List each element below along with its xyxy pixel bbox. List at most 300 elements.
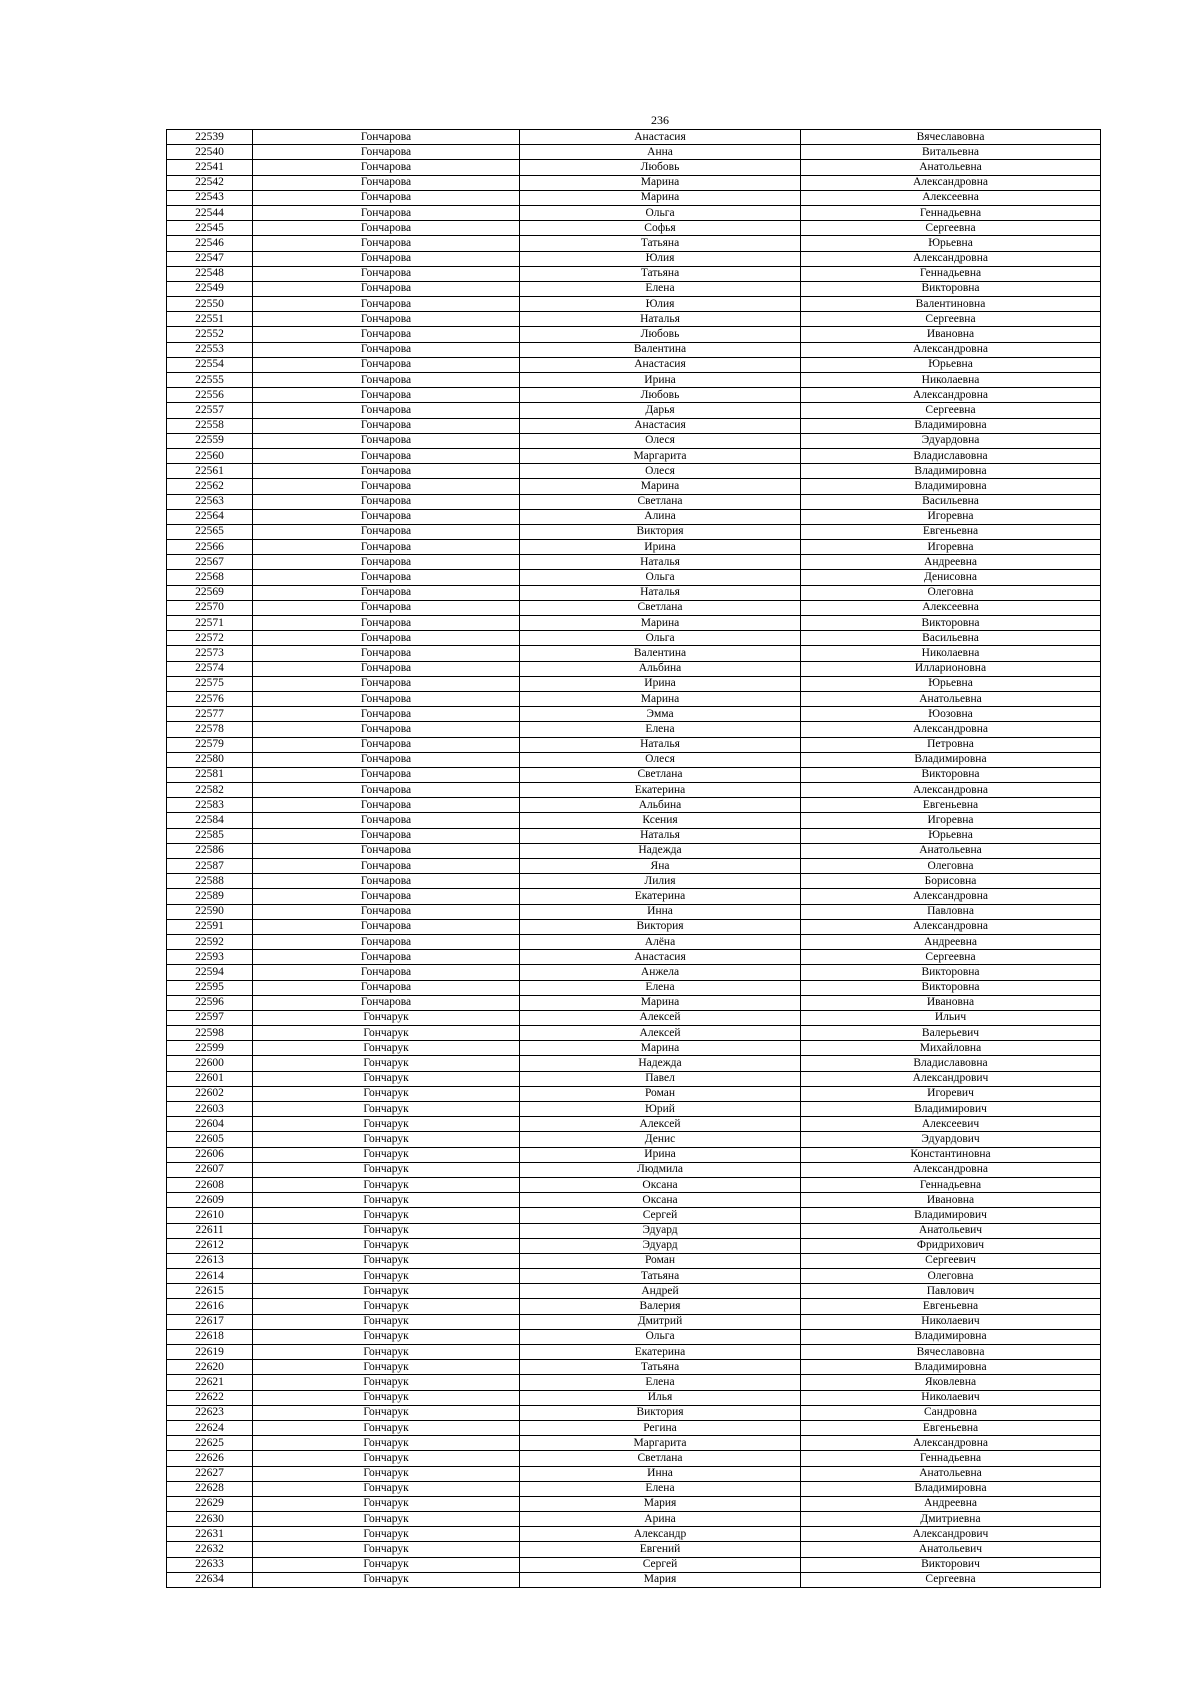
last-name-cell: Гончарова — [253, 281, 520, 296]
last-name-cell: Гончарук — [253, 1269, 520, 1284]
record-number-cell: 22561 — [167, 464, 253, 479]
patronymic-cell: Олеговна — [801, 585, 1101, 600]
record-number-cell: 22604 — [167, 1117, 253, 1132]
last-name-cell: Гончарова — [253, 889, 520, 904]
first-name-cell: Виктория — [520, 524, 801, 539]
last-name-cell: Гончарук — [253, 1041, 520, 1056]
last-name-cell: Гончарова — [253, 130, 520, 145]
last-name-cell: Гончарова — [253, 175, 520, 190]
patronymic-cell: Витальевна — [801, 145, 1101, 160]
record-number-cell: 22606 — [167, 1147, 253, 1162]
last-name-cell: Гончарук — [253, 1512, 520, 1527]
first-name-cell: Анастасия — [520, 130, 801, 145]
patronymic-cell: Евгеньевна — [801, 1299, 1101, 1314]
roster-table — [166, 129, 1101, 1588]
first-name-cell: Лилия — [520, 874, 801, 889]
patronymic-cell: Эдуардовна — [801, 433, 1101, 448]
patronymic-cell: Геннадьевна — [801, 266, 1101, 281]
patronymic-cell: Викторович — [801, 1557, 1101, 1572]
first-name-cell: Валерия — [520, 1299, 801, 1314]
record-number-cell: 22626 — [167, 1451, 253, 1466]
patronymic-cell: Яковлевна — [801, 1375, 1101, 1390]
patronymic-cell: Юрьевна — [801, 236, 1101, 251]
patronymic-cell: Викторовна — [801, 965, 1101, 980]
patronymic-cell: Павловна — [801, 904, 1101, 919]
patronymic-cell: Фридрихович — [801, 1238, 1101, 1253]
patronymic-cell: Сергеевна — [801, 950, 1101, 965]
last-name-cell: Гончарова — [253, 494, 520, 509]
table-row — [167, 160, 1101, 175]
record-number-cell: 22594 — [167, 965, 253, 980]
patronymic-cell: Олеговна — [801, 1269, 1101, 1284]
record-number-cell: 22563 — [167, 494, 253, 509]
last-name-cell: Гончарова — [253, 783, 520, 798]
first-name-cell: Алексей — [520, 1010, 801, 1025]
table-row — [167, 1329, 1101, 1344]
patronymic-cell: Викторовна — [801, 767, 1101, 782]
table-row — [167, 676, 1101, 691]
last-name-cell: Гончарук — [253, 1451, 520, 1466]
last-name-cell: Гончарова — [253, 448, 520, 463]
table-row — [167, 631, 1101, 646]
last-name-cell: Гончарова — [253, 646, 520, 661]
patronymic-cell: Ивановна — [801, 1193, 1101, 1208]
record-number-cell: 22592 — [167, 934, 253, 949]
last-name-cell: Гончарова — [253, 691, 520, 706]
patronymic-cell: Игоревна — [801, 813, 1101, 828]
table-row — [167, 373, 1101, 388]
first-name-cell: Наталья — [520, 828, 801, 843]
first-name-cell: Надежда — [520, 843, 801, 858]
record-number-cell: 22629 — [167, 1496, 253, 1511]
table-row — [167, 1557, 1101, 1572]
first-name-cell: Инна — [520, 904, 801, 919]
patronymic-cell: Анатольевна — [801, 691, 1101, 706]
record-number-cell: 22586 — [167, 843, 253, 858]
patronymic-cell: Валерьевич — [801, 1026, 1101, 1041]
patronymic-cell: Денисовна — [801, 570, 1101, 585]
patronymic-cell: Эдуардович — [801, 1132, 1101, 1147]
last-name-cell: Гончарова — [253, 752, 520, 767]
first-name-cell: Денис — [520, 1132, 801, 1147]
last-name-cell: Гончарова — [253, 297, 520, 312]
record-number-cell: 22558 — [167, 418, 253, 433]
table-row — [167, 433, 1101, 448]
patronymic-cell: Викторовна — [801, 281, 1101, 296]
first-name-cell: Марина — [520, 190, 801, 205]
record-number-cell: 22549 — [167, 281, 253, 296]
first-name-cell: Марина — [520, 616, 801, 631]
table-row — [167, 798, 1101, 813]
patronymic-cell: Игоревна — [801, 509, 1101, 524]
table-row — [167, 616, 1101, 631]
first-name-cell: Софья — [520, 221, 801, 236]
first-name-cell: Алексей — [520, 1117, 801, 1132]
table-row — [167, 524, 1101, 539]
record-number-cell: 22573 — [167, 646, 253, 661]
table-row — [167, 1284, 1101, 1299]
table-row — [167, 1010, 1101, 1025]
patronymic-cell: Александрович — [801, 1527, 1101, 1542]
first-name-cell: Любовь — [520, 327, 801, 342]
record-number-cell: 22580 — [167, 752, 253, 767]
table-row — [167, 813, 1101, 828]
last-name-cell: Гончарук — [253, 1390, 520, 1405]
record-number-cell: 22595 — [167, 980, 253, 995]
first-name-cell: Оксана — [520, 1193, 801, 1208]
first-name-cell: Олеся — [520, 752, 801, 767]
last-name-cell: Гончарова — [253, 555, 520, 570]
last-name-cell: Гончарук — [253, 1345, 520, 1360]
last-name-cell: Гончарова — [253, 464, 520, 479]
last-name-cell: Гончарова — [253, 236, 520, 251]
table-row — [167, 707, 1101, 722]
record-number-cell: 22589 — [167, 889, 253, 904]
patronymic-cell: Ивановна — [801, 327, 1101, 342]
last-name-cell: Гончарова — [253, 388, 520, 403]
last-name-cell: Гончарук — [253, 1253, 520, 1268]
record-number-cell: 22623 — [167, 1405, 253, 1420]
table-row — [167, 1512, 1101, 1527]
last-name-cell: Гончарук — [253, 1314, 520, 1329]
table-row — [167, 737, 1101, 752]
last-name-cell: Гончарова — [253, 843, 520, 858]
record-number-cell: 22572 — [167, 631, 253, 646]
table-row — [167, 828, 1101, 843]
first-name-cell: Анжела — [520, 965, 801, 980]
patronymic-cell: Николаевич — [801, 1314, 1101, 1329]
last-name-cell: Гончарова — [253, 828, 520, 843]
first-name-cell: Виктория — [520, 1405, 801, 1420]
record-number-cell: 22557 — [167, 403, 253, 418]
patronymic-cell: Сергеевна — [801, 403, 1101, 418]
table-row — [167, 1147, 1101, 1162]
record-number-cell: 22605 — [167, 1132, 253, 1147]
table-row — [167, 494, 1101, 509]
patronymic-cell: Сергеевна — [801, 1572, 1101, 1587]
table-row — [167, 859, 1101, 874]
table-row — [167, 904, 1101, 919]
first-name-cell: Светлана — [520, 767, 801, 782]
patronymic-cell: Владимировна — [801, 1360, 1101, 1375]
patronymic-cell: Илларионовна — [801, 661, 1101, 676]
table-row — [167, 965, 1101, 980]
record-number-cell: 22617 — [167, 1314, 253, 1329]
last-name-cell: Гончарук — [253, 1572, 520, 1587]
last-name-cell: Гончарук — [253, 1405, 520, 1420]
patronymic-cell: Александровна — [801, 889, 1101, 904]
patronymic-cell: Вячеславовна — [801, 130, 1101, 145]
record-number-cell: 22546 — [167, 236, 253, 251]
patronymic-cell: Юрьевна — [801, 357, 1101, 372]
record-number-cell: 22554 — [167, 357, 253, 372]
record-number-cell: 22615 — [167, 1284, 253, 1299]
record-number-cell: 22618 — [167, 1329, 253, 1344]
first-name-cell: Виктория — [520, 919, 801, 934]
patronymic-cell: Андреевна — [801, 555, 1101, 570]
record-number-cell: 22543 — [167, 190, 253, 205]
first-name-cell: Елена — [520, 281, 801, 296]
first-name-cell: Ирина — [520, 676, 801, 691]
first-name-cell: Арина — [520, 1512, 801, 1527]
record-number-cell: 22542 — [167, 175, 253, 190]
record-number-cell: 22601 — [167, 1071, 253, 1086]
first-name-cell: Александр — [520, 1527, 801, 1542]
patronymic-cell: Алексеевна — [801, 600, 1101, 615]
table-row — [167, 1026, 1101, 1041]
table-row — [167, 1117, 1101, 1132]
last-name-cell: Гончарук — [253, 1162, 520, 1177]
last-name-cell: Гончарова — [253, 859, 520, 874]
last-name-cell: Гончарова — [253, 266, 520, 281]
first-name-cell: Юлия — [520, 251, 801, 266]
patronymic-cell: Сергеевна — [801, 221, 1101, 236]
record-number-cell: 22613 — [167, 1253, 253, 1268]
patronymic-cell: Игоревич — [801, 1086, 1101, 1101]
record-number-cell: 22550 — [167, 297, 253, 312]
table-row — [167, 175, 1101, 190]
patronymic-cell: Владимировна — [801, 1329, 1101, 1344]
table-row — [167, 1102, 1101, 1117]
patronymic-cell: Николаевна — [801, 373, 1101, 388]
patronymic-cell: Геннадьевна — [801, 205, 1101, 220]
last-name-cell: Гончарук — [253, 1071, 520, 1086]
last-name-cell: Гончарова — [253, 661, 520, 676]
table-row — [167, 1436, 1101, 1451]
first-name-cell: Илья — [520, 1390, 801, 1405]
first-name-cell: Маргарита — [520, 1436, 801, 1451]
first-name-cell: Ксения — [520, 813, 801, 828]
first-name-cell: Анастасия — [520, 950, 801, 965]
table-row — [167, 221, 1101, 236]
patronymic-cell: Александровна — [801, 722, 1101, 737]
table-row — [167, 509, 1101, 524]
first-name-cell: Юрий — [520, 1102, 801, 1117]
patronymic-cell: Сандровна — [801, 1405, 1101, 1420]
last-name-cell: Гончарова — [253, 904, 520, 919]
last-name-cell: Гончарова — [253, 585, 520, 600]
table-row — [167, 1071, 1101, 1086]
table-row — [167, 661, 1101, 676]
record-number-cell: 22609 — [167, 1193, 253, 1208]
patronymic-cell: Викторовна — [801, 980, 1101, 995]
last-name-cell: Гончарук — [253, 1284, 520, 1299]
table-row — [167, 919, 1101, 934]
last-name-cell: Гончарук — [253, 1420, 520, 1435]
table-row — [167, 1177, 1101, 1192]
record-number-cell: 22555 — [167, 373, 253, 388]
last-name-cell: Гончарова — [253, 160, 520, 175]
table-row — [167, 874, 1101, 889]
table-row — [167, 1360, 1101, 1375]
table-row — [167, 843, 1101, 858]
record-number-cell: 22625 — [167, 1436, 253, 1451]
first-name-cell: Екатерина — [520, 889, 801, 904]
patronymic-cell: Александровна — [801, 342, 1101, 357]
table-row — [167, 1269, 1101, 1284]
first-name-cell: Эдуард — [520, 1223, 801, 1238]
record-number-cell: 22570 — [167, 600, 253, 615]
table-row — [167, 342, 1101, 357]
first-name-cell: Эмма — [520, 707, 801, 722]
patronymic-cell: Юрьевна — [801, 676, 1101, 691]
record-number-cell: 22548 — [167, 266, 253, 281]
record-number-cell: 22562 — [167, 479, 253, 494]
table-row — [167, 1527, 1101, 1542]
last-name-cell: Гончарук — [253, 1299, 520, 1314]
record-number-cell: 22540 — [167, 145, 253, 160]
table-row — [167, 312, 1101, 327]
record-number-cell: 22591 — [167, 919, 253, 934]
patronymic-cell: Николаевич — [801, 1390, 1101, 1405]
table-row — [167, 783, 1101, 798]
record-number-cell: 22598 — [167, 1026, 253, 1041]
table-row — [167, 1299, 1101, 1314]
patronymic-cell: Анатольевна — [801, 1466, 1101, 1481]
last-name-cell: Гончарова — [253, 813, 520, 828]
table-row — [167, 1345, 1101, 1360]
patronymic-cell: Владимировна — [801, 479, 1101, 494]
first-name-cell: Сергей — [520, 1557, 801, 1572]
first-name-cell: Людмила — [520, 1162, 801, 1177]
first-name-cell: Марина — [520, 175, 801, 190]
record-number-cell: 22596 — [167, 995, 253, 1010]
table-row — [167, 1451, 1101, 1466]
last-name-cell: Гончарук — [253, 1360, 520, 1375]
record-number-cell: 22622 — [167, 1390, 253, 1405]
first-name-cell: Елена — [520, 1481, 801, 1496]
last-name-cell: Гончарук — [253, 1117, 520, 1132]
first-name-cell: Дмитрий — [520, 1314, 801, 1329]
last-name-cell: Гончарук — [253, 1208, 520, 1223]
patronymic-cell: Александровна — [801, 251, 1101, 266]
first-name-cell: Ирина — [520, 373, 801, 388]
record-number-cell: 22578 — [167, 722, 253, 737]
first-name-cell: Марина — [520, 691, 801, 706]
record-number-cell: 22630 — [167, 1512, 253, 1527]
record-number-cell: 22610 — [167, 1208, 253, 1223]
last-name-cell: Гончарова — [253, 767, 520, 782]
last-name-cell: Гончарова — [253, 251, 520, 266]
table-row — [167, 327, 1101, 342]
patronymic-cell: Александровна — [801, 1162, 1101, 1177]
last-name-cell: Гончарук — [253, 1329, 520, 1344]
patronymic-cell: Геннадьевна — [801, 1177, 1101, 1192]
table-row — [167, 251, 1101, 266]
roster-table-body — [167, 130, 1101, 1588]
record-number-cell: 22567 — [167, 555, 253, 570]
first-name-cell: Валентина — [520, 342, 801, 357]
table-row — [167, 130, 1101, 145]
first-name-cell: Эдуард — [520, 1238, 801, 1253]
first-name-cell: Светлана — [520, 600, 801, 615]
first-name-cell: Татьяна — [520, 266, 801, 281]
patronymic-cell: Евгеньевна — [801, 1420, 1101, 1435]
first-name-cell: Наталья — [520, 585, 801, 600]
first-name-cell: Мария — [520, 1572, 801, 1587]
last-name-cell: Гончарук — [253, 1542, 520, 1557]
patronymic-cell: Сергеевна — [801, 312, 1101, 327]
last-name-cell: Гончарова — [253, 145, 520, 160]
record-number-cell: 22621 — [167, 1375, 253, 1390]
record-number-cell: 22583 — [167, 798, 253, 813]
table-row — [167, 190, 1101, 205]
first-name-cell: Ольга — [520, 570, 801, 585]
patronymic-cell: Владимировна — [801, 1481, 1101, 1496]
record-number-cell: 22612 — [167, 1238, 253, 1253]
patronymic-cell: Александрович — [801, 1071, 1101, 1086]
table-row — [167, 1542, 1101, 1557]
record-number-cell: 22602 — [167, 1086, 253, 1101]
table-row — [167, 145, 1101, 160]
first-name-cell: Яна — [520, 859, 801, 874]
first-name-cell: Ирина — [520, 1147, 801, 1162]
record-number-cell: 22568 — [167, 570, 253, 585]
patronymic-cell: Васильевна — [801, 494, 1101, 509]
first-name-cell: Альбина — [520, 661, 801, 676]
record-number-cell: 22585 — [167, 828, 253, 843]
record-number-cell: 22611 — [167, 1223, 253, 1238]
record-number-cell: 22559 — [167, 433, 253, 448]
last-name-cell: Гончарова — [253, 980, 520, 995]
first-name-cell: Ольга — [520, 631, 801, 646]
record-number-cell: 22541 — [167, 160, 253, 175]
patronymic-cell: Анатольевич — [801, 1223, 1101, 1238]
table-row — [167, 1193, 1101, 1208]
last-name-cell: Гончарова — [253, 995, 520, 1010]
table-row — [167, 205, 1101, 220]
first-name-cell: Дарья — [520, 403, 801, 418]
first-name-cell: Наталья — [520, 555, 801, 570]
last-name-cell: Гончарова — [253, 540, 520, 555]
patronymic-cell: Анатольевна — [801, 843, 1101, 858]
record-number-cell: 22579 — [167, 737, 253, 752]
table-row — [167, 691, 1101, 706]
patronymic-cell: Александровна — [801, 388, 1101, 403]
patronymic-cell: Евгеньевна — [801, 798, 1101, 813]
record-number-cell: 22588 — [167, 874, 253, 889]
first-name-cell: Алёна — [520, 934, 801, 949]
table-row — [167, 1056, 1101, 1071]
last-name-cell: Гончарук — [253, 1086, 520, 1101]
table-row — [167, 236, 1101, 251]
last-name-cell: Гончарова — [253, 403, 520, 418]
patronymic-cell: Юрьевна — [801, 828, 1101, 843]
last-name-cell: Гончарова — [253, 357, 520, 372]
record-number-cell: 22556 — [167, 388, 253, 403]
first-name-cell: Альбина — [520, 798, 801, 813]
table-row — [167, 980, 1101, 995]
table-row — [167, 448, 1101, 463]
last-name-cell: Гончарова — [253, 190, 520, 205]
patronymic-cell: Константиновна — [801, 1147, 1101, 1162]
first-name-cell: Наталья — [520, 737, 801, 752]
patronymic-cell: Дмитриевна — [801, 1512, 1101, 1527]
table-row — [167, 1238, 1101, 1253]
first-name-cell: Любовь — [520, 160, 801, 175]
first-name-cell: Павел — [520, 1071, 801, 1086]
record-number-cell: 22599 — [167, 1041, 253, 1056]
table-row — [167, 1405, 1101, 1420]
table-row — [167, 388, 1101, 403]
first-name-cell: Марина — [520, 1041, 801, 1056]
last-name-cell: Гончарук — [253, 1466, 520, 1481]
first-name-cell: Роман — [520, 1253, 801, 1268]
first-name-cell: Регина — [520, 1420, 801, 1435]
patronymic-cell: Викторовна — [801, 616, 1101, 631]
patronymic-cell: Владимировна — [801, 464, 1101, 479]
last-name-cell: Гончарук — [253, 1436, 520, 1451]
